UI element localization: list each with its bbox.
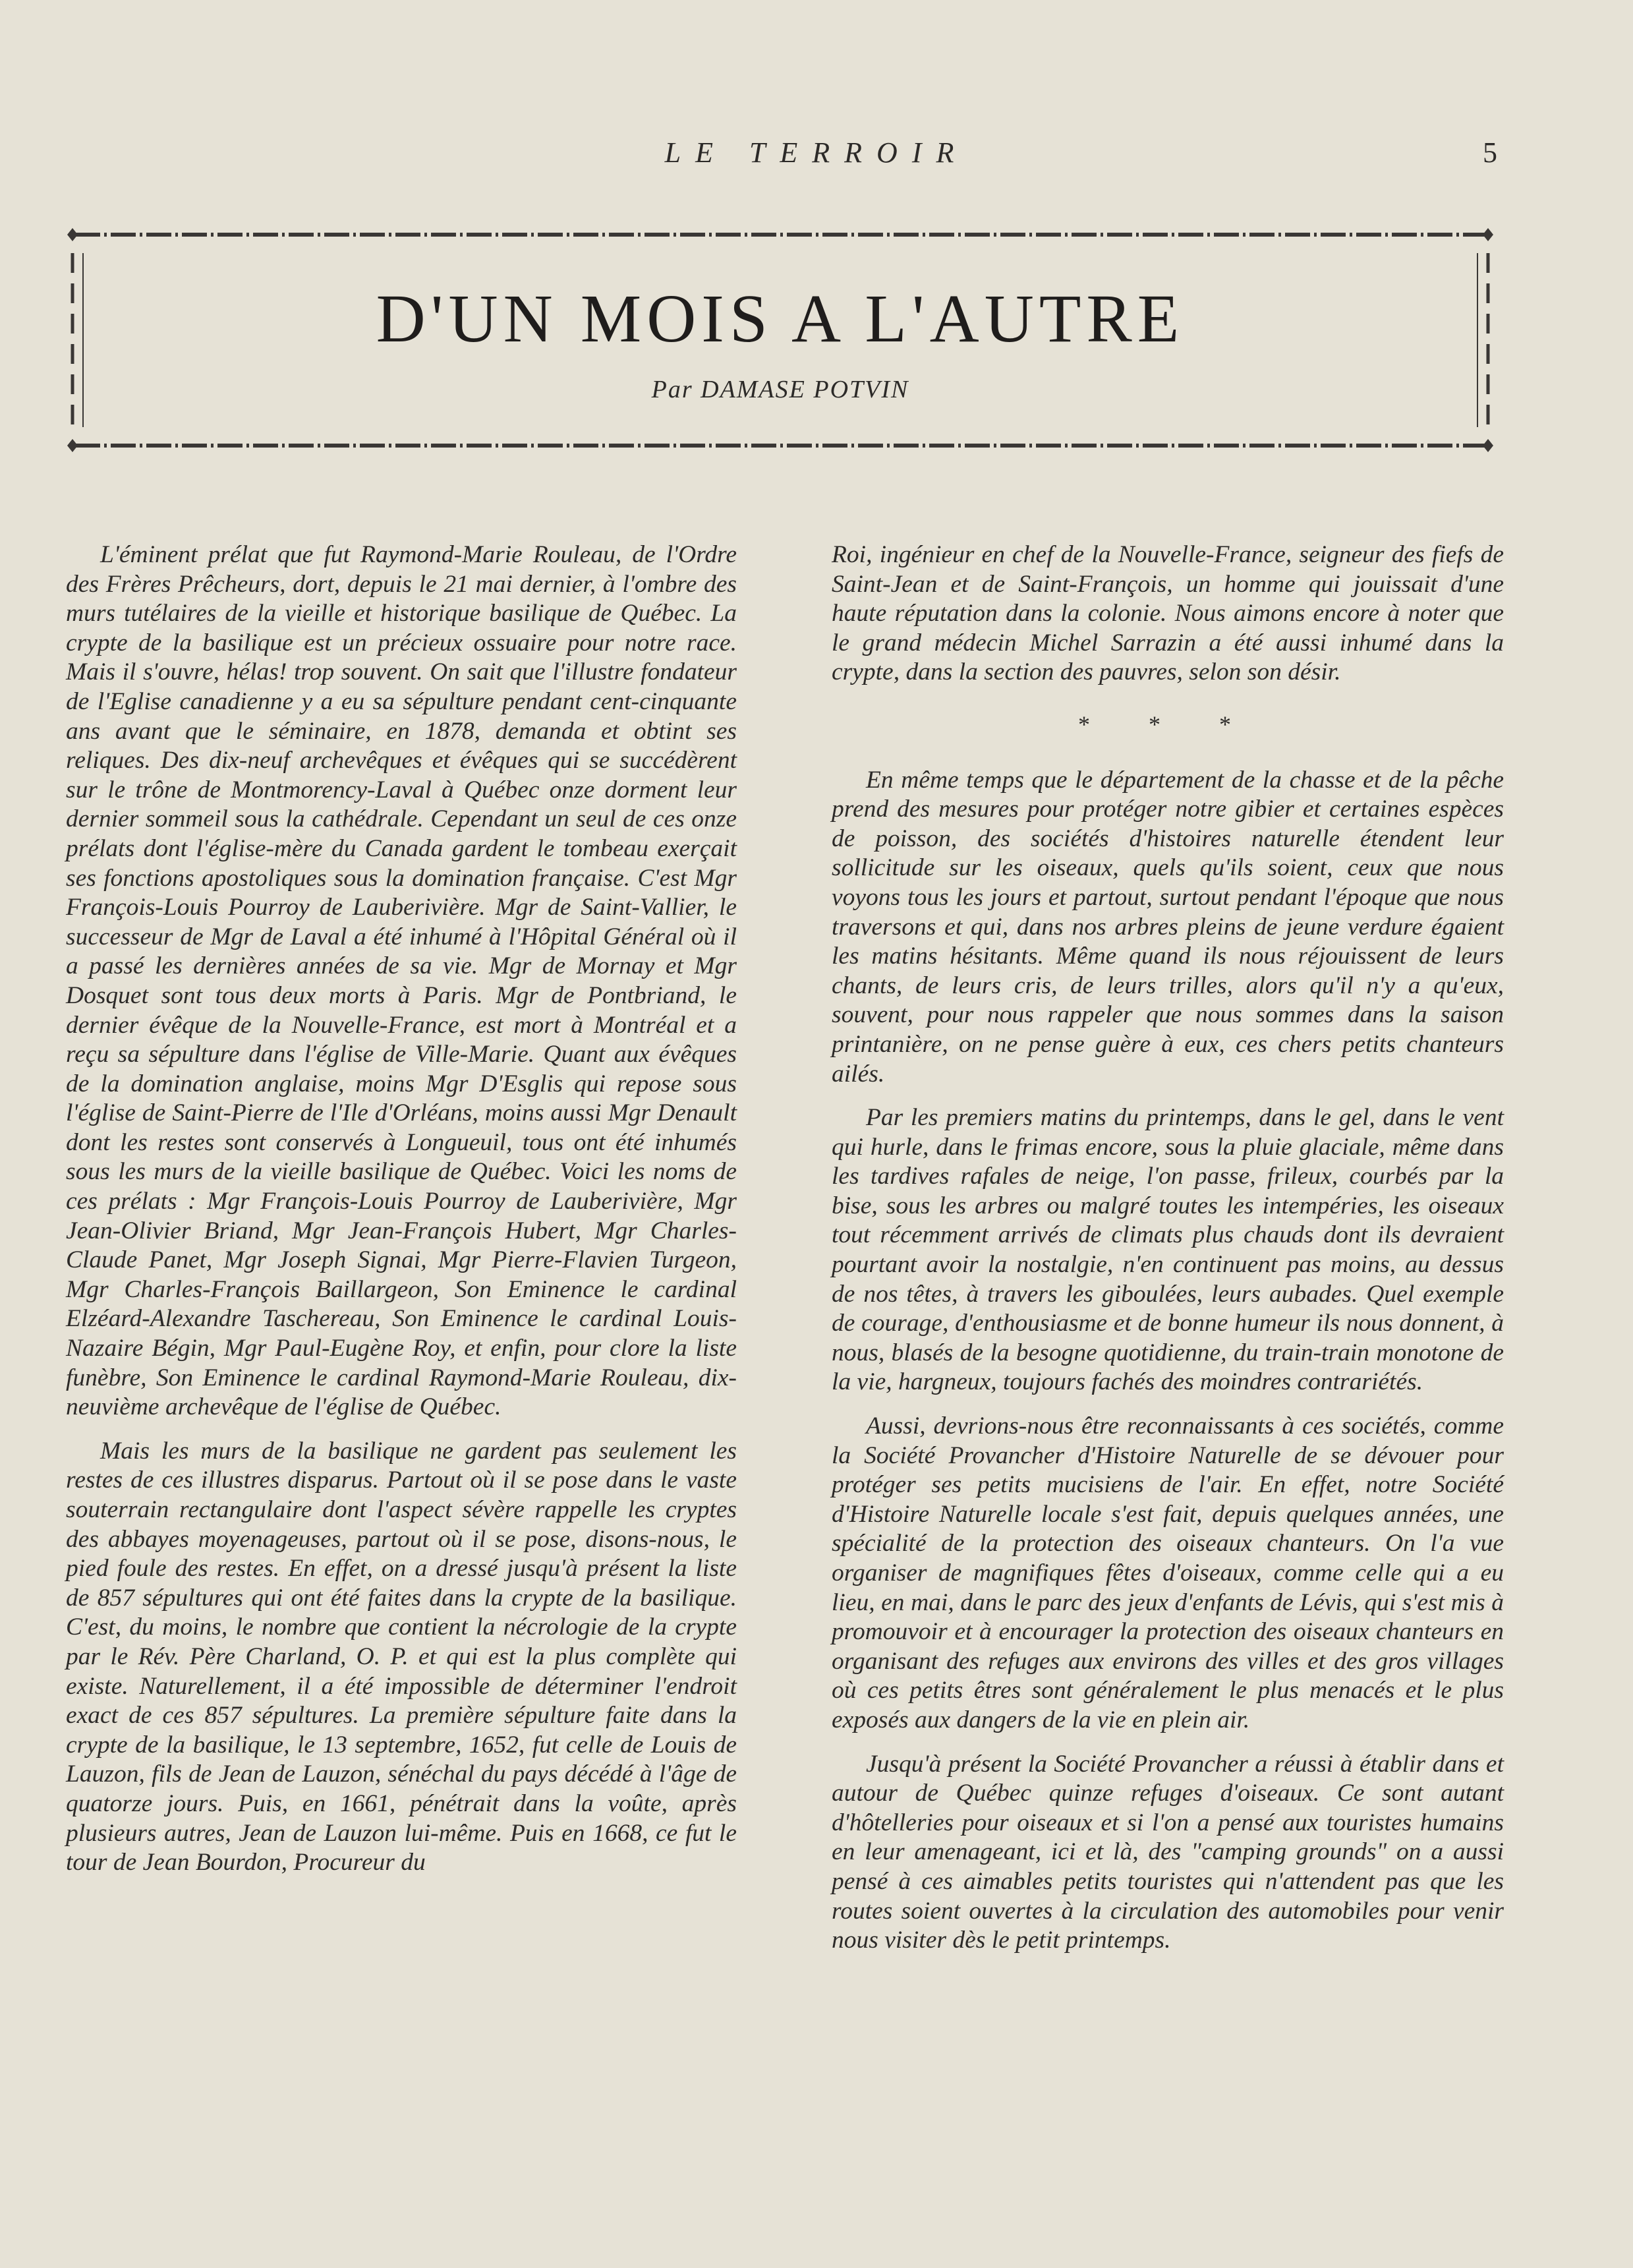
paragraph: Aussi, devrions-nous être reconnaissants à ces sociétés, comme la Société Provancher d'Histoire Naturelle de se dévouer pour protéger ses petits mucisiens de l'air. En effet, notre Société d'Histoire Naturelle locale s'est fait, depuis quelques années, une spécialité de la protection des oiseaux chanteurs. On l'a vue organiser de magnifiques fêtes d'oiseaux, comme celle qui a eu lieu, en mai, dans le parc des jeux d'enfants de Lévis, qui s'est mis à promouvoir et à encourager la protection des oiseaux chanteurs en organisant des refuges aux environs des villes et des gros villages où ces petits êtres sont généralement le plus menacés et le plus exposés aux dangers de la vie en plein air.	[832, 1412, 1504, 1733]
paragraph: Roi, ingénieur en chef de la Nouvelle-France, seigneur des fiefs de Saint-Jean et de Saint-François, un homme qui jouissait d'une haute réputation dans la colonie. Nous aimons encore à noter que le grand médecin Michel Sarrazin a été aussi inhumé dans la crypte, dans la section des pauvres, selon son désir.	[832, 541, 1504, 686]
corner-ornament-top-left	[67, 228, 78, 241]
article-title: D'UN MOIS A L'AUTRE	[376, 281, 1185, 357]
paragraph: Par les premiers matins du printemps, dans le gel, dans le vent qui hurle, dans le frimas encore, sous la pluie glaciale, même dans les tardives rafales de neige, l'on passe, frileux, courbés par la bise, sous les arbres ou malgré toutes les intempéries, les oiseaux tout récemment arrivés de climats plus chauds dont ils devraient pourtant avoir la nostalgie, n'en continuent pas moins, au dessus de nos têtes, à travers les giboulées, leurs aubades. Quel exemple de courage, d'enthousiasme et de bonne humeur ils nous donnent, à nous, blasés de la besogne quotidienne, du train-train monotone de la vie, hargneux, toujours fachés des moindres contrariétés.	[832, 1104, 1504, 1396]
right-column	[832, 540, 1504, 1956]
journal-name: LE TERROIR	[664, 136, 969, 169]
corner-ornament-bottom-right	[1483, 439, 1493, 452]
corner-ornament-bottom-left	[67, 439, 78, 452]
running-head	[0, 136, 1633, 175]
paragraph: Mais les murs de la basilique ne gardent pas seulement les restes de ces illustres disparus. Partout où il se pose dans le vaste souterrain rectangulaire dont l'aspect sévère rappelle les cryptes des abbayes moyenageuses, partout où il se pose, disons-nous, le pied foule des restes. En effet, on a dressé jusqu'à présent la liste de 857 sépultures qui ont été faites dans la crypte de la basilique. C'est, du moins, le nombre que contient la nécrologie de la crypte par le Rév. Père Charland, O. P. et qui est la plus complète qui existe. Naturellement, il a été impossible de déterminer l'endroit exact de ces 857 sépultures. La première sépulture faite dans la crypte de la basilique, le 13 septembre, 1652, fut celle de Louis de Lauzon, fils de Jean de Lauzon, sénéchal du pays décédé à l'âge de quatorze jours. Puis, en 1661, pénétrait dans la voûte, après plusieurs autres, Jean de Lauzon lui-même. Puis en 1668, ce fut le tour de Jean Bourdon, Procureur du	[66, 1437, 737, 1876]
byline: Par DAMASE POTVIN	[651, 376, 909, 403]
title-frame	[66, 227, 1495, 453]
article-body	[0, 540, 1633, 2228]
page-number: 5	[1483, 136, 1497, 169]
paragraph: L'éminent prélat que fut Raymond-Marie Rouleau, de l'Ordre des Frères Prêcheurs, dort, depuis le 21 mai dernier, à l'ombre des murs tutélaires de la vieille et historique basilique de Québec. La crypte de la basilique est un précieux ossuaire pour notre race. Mais il s'ouvre, hélas! trop souvent. On sait que l'illustre fondateur de l'Eglise canadienne y a eu sa sépulture pendant cent-cinquante ans avant que le séminaire, en 1878, demanda et obtint ses reliques. Des dix-neuf archevêques et évêques qui se succédèrent sur le trône de Montmorency-Laval à Québec onze dorment leur dernier sommeil sous la cathédrale. Cependant un seul de ces onze prélats dont l'église-mère du Canada gardent le tombeau exerçait ses fonctions apostoliques sous la domination française. C'est Mgr François-Louis Pourroy de Lauberivière. Mgr de Saint-Vallier, le successeur de Mgr de Laval a été inhumé à l'Hôpital Général où il a passé les dernières années de sa vie. Mgr de Mornay et Mgr Dosquet sont tous deux morts à Paris. Mgr de Pontbriand, le dernier évêque de la Nouvelle-France, est mort à Montréal et a reçu sa sépulture dans l'église de Ville-Marie. Quant aux évêques de la domination anglaise, moins Mgr D'Esglis qui repose sous l'église de Saint-Pierre de l'Ile d'Orléans, moins aussi Mgr Denault dont les restes sont conservés à Longueuil, tous ont été inhumés sous les murs de la vieille basilique de Québec. Voici les noms de ces prélats : Mgr François-Louis Pourroy de Lauberivière, Mgr Jean-Olivier Briand, Mgr Jean-François Hubert, Mgr Charles-Claude Panet, Mgr Joseph Signai, Mgr Pierre-Flavien Turgeon, Mgr Charles-François Baillargeon, Son Eminence le cardinal Elzéard-Alexandre Taschereau, Son Eminence le cardinal Louis-Nazaire Bégin, Mgr Paul-Eugène Roy, et enfin, pour clore la liste funèbre, Son Eminence le cardinal Raymond-Marie Rouleau, dix-neuvième archevêque de l'église de Québec.	[66, 541, 737, 1421]
paragraph: En même temps que le département de la chasse et de la pêche prend des mesures pour protéger notre gibier et certaines espèces de poisson, des sociétés d'histoires naturelle étendent leur sollicitude sur les oiseaux, quels qu'ils soient, ceux que nous voyons tous les jours et partout, surtout pendant l'époque que nous traversons et qui, dans nos arbres pleins de jeune verdure égaient les matins hésitants. Même quand ils nous réjouissent de leurs chants, de leurs cris, de leurs trilles, alors qu'il n'y a qu'eux, souvent, pour nous rappeler que nous sommes dans la saison printanière, on ne pense guère à eux, ces chers petits chanteurs ailés.	[832, 766, 1504, 1088]
corner-ornament-top-right	[1483, 228, 1493, 241]
left-column	[66, 540, 737, 1878]
paragraph: Jusqu'à présent la Société Provancher a réussi à établir dans et autour de Québec quinze refuges d'oiseaux. Ce sont autant d'hôtelleries pour oiseaux et si l'on a pensé aux touristes humains en leur amenageant, ici et là, des "camping grounds" on a aussi pensé à ces aimables petits touristes qui n'attendent pas que les routes soient ouvertes à la circulation des automobiles pour venir nous visiter dès le petit printemps.	[832, 1750, 1504, 1954]
section-break: * * *	[1078, 711, 1257, 738]
title-block	[66, 279, 1495, 404]
